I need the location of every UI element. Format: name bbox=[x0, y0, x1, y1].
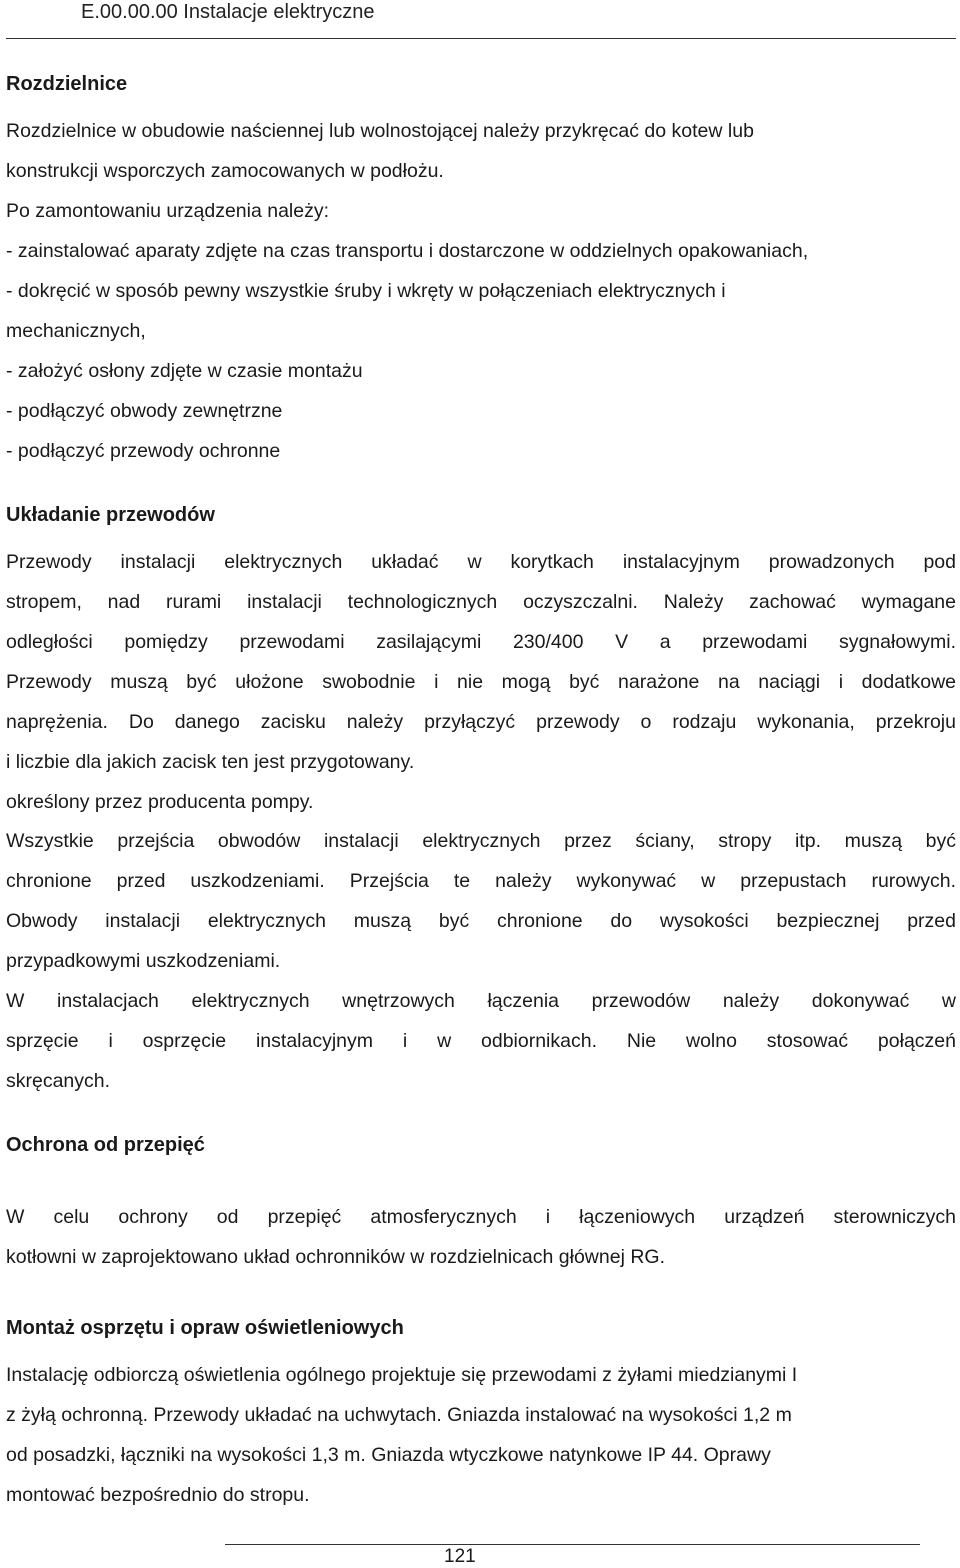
section-heading-ochrona: Ochrona od przepięć bbox=[6, 1134, 205, 1156]
list-item: mechanicznych, bbox=[6, 320, 146, 342]
list-item: - dokręcić w sposób pewny wszystkie śruby i wkręty w połączeniach elektrycznych i bbox=[6, 280, 726, 302]
page-number: 121 bbox=[444, 1546, 476, 1567]
section-heading-rozdzielnice: Rozdzielnice bbox=[6, 73, 128, 95]
paragraph-line: Przewody muszą być ułożone swobodnie i nie mogą być narażone na naciągi i dodatkowe bbox=[6, 671, 956, 693]
paragraph-line: od posadzki, łączniki na wysokości 1,3 m. Gniazda wtyczkowe natynkowe IP 44. Oprawy bbox=[6, 1444, 771, 1466]
document-header-title: E.00.00.00 Instalacje elektryczne bbox=[81, 1, 375, 23]
header-divider bbox=[6, 38, 956, 39]
footer-divider bbox=[225, 1544, 920, 1545]
paragraph-line: przypadkowymi uszkodzeniami. bbox=[6, 950, 281, 972]
paragraph-line: skręcanych. bbox=[6, 1070, 111, 1092]
list-item: - zainstalować aparaty zdjęte na czas transportu i dostarczone w oddzielnych opakowaniach, bbox=[6, 240, 809, 262]
paragraph-line: Wszystkie przejścia obwodów instalacji elektrycznych przez ściany, stropy itp. muszą być bbox=[6, 830, 956, 852]
paragraph-line: Rozdzielnice w obudowie naściennej lub wolnostojącej należy przykręcać do kotew lub bbox=[6, 120, 754, 142]
paragraph-line: sprzęcie i osprzęcie instalacyjnym i w odbiornikach. Nie wolno stosować połączeń bbox=[6, 1030, 956, 1052]
paragraph-line: Instalację odbiorczą oświetlenia ogólnego projektuje się przewodami z żyłami miedzianymi I bbox=[6, 1364, 798, 1386]
paragraph-line: Przewody instalacji elektrycznych układać w korytkach instalacyjnym prowadzonych pod bbox=[6, 551, 956, 573]
paragraph-line: i liczbie dla jakich zacisk ten jest przygotowany. bbox=[6, 751, 415, 773]
paragraph-line: kotłowni w zaprojektowano układ ochronników w rozdzielnicach głównej RG. bbox=[6, 1246, 665, 1268]
section-heading-ukladanie: Układanie przewodów bbox=[6, 504, 215, 526]
paragraph-line: montować bezpośrednio do stropu. bbox=[6, 1484, 310, 1506]
paragraph-line: z żyłą ochronną. Przewody układać na uchwytach. Gniazda instalować na wysokości 1,2 m bbox=[6, 1404, 792, 1426]
paragraph-line: stropem, nad rurami instalacji technologicznych oczyszczalni. Należy zachować wymagane bbox=[6, 591, 956, 613]
paragraph-line: W instalacjach elektrycznych wnętrzowych łączenia przewodów należy dokonywać w bbox=[6, 990, 956, 1012]
section-heading-montaz: Montaż osprzętu i opraw oświetleniowych bbox=[6, 1317, 404, 1339]
paragraph-line: określony przez producenta pompy. bbox=[6, 791, 314, 813]
paragraph-line: chronione przed uszkodzeniami. Przejścia te należy wykonywać w przepustach rurowych. bbox=[6, 870, 956, 892]
paragraph-line: konstrukcji wsporczych zamocowanych w podłożu. bbox=[6, 160, 444, 182]
paragraph-line: Obwody instalacji elektrycznych muszą być chronione do wysokości bezpiecznej przed bbox=[6, 910, 956, 932]
paragraph-line: Po zamontowaniu urządzenia należy: bbox=[6, 200, 330, 222]
paragraph-line: naprężenia. Do danego zacisku należy przyłączyć przewody o rodzaju wykonania, przekroju bbox=[6, 711, 956, 733]
list-item: - podłączyć obwody zewnętrzne bbox=[6, 400, 283, 422]
paragraph-line: odległości pomiędzy przewodami zasilającymi 230/400 V a przewodami sygnałowymi. bbox=[6, 631, 956, 653]
paragraph-line: W celu ochrony od przepięć atmosferycznych i łączeniowych urządzeń sterowniczych bbox=[6, 1206, 956, 1228]
list-item: - podłączyć przewody ochronne bbox=[6, 440, 281, 462]
list-item: - założyć osłony zdjęte w czasie montażu bbox=[6, 360, 363, 382]
